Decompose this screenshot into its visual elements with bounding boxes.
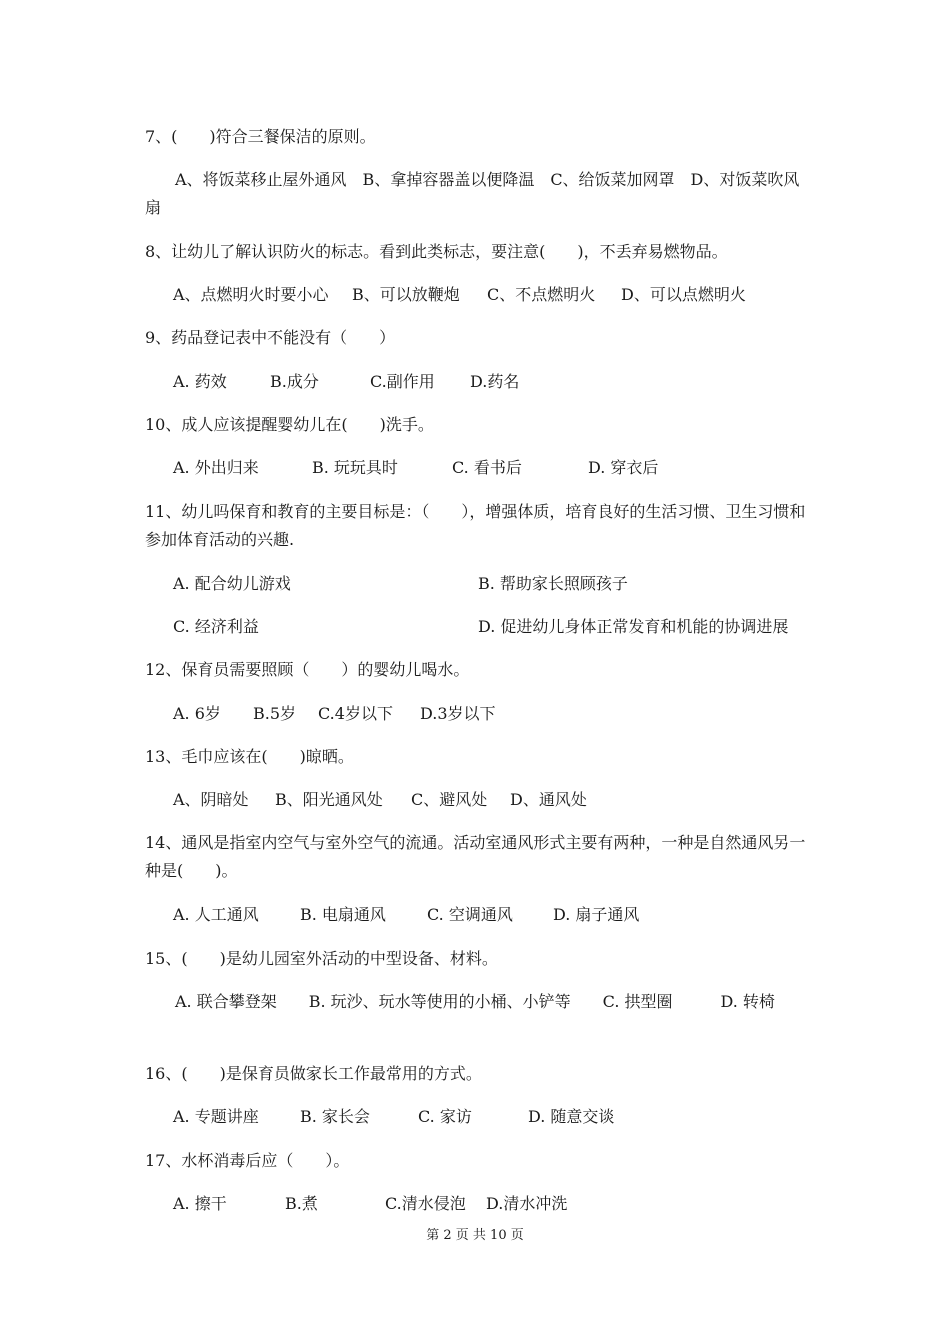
question-14-option-c: C. 空调通风 bbox=[427, 905, 513, 924]
question-9-stem: 9、药品登记表中不能没有（ ） bbox=[145, 328, 396, 347]
question-17-option-d: D.清水冲洗 bbox=[486, 1194, 568, 1213]
question-9-option-d: D.药名 bbox=[470, 372, 520, 391]
question-10-option-c: C. 看书后 bbox=[452, 458, 522, 477]
question-12-option-b: B.5岁 bbox=[253, 704, 297, 723]
question-12-option-a: A. 6岁 bbox=[173, 704, 221, 723]
question-9-option-a: A. 药效 bbox=[173, 372, 227, 391]
question-8-option-a: A、点燃明火时要小心 bbox=[173, 285, 329, 304]
question-13-option-c: C、避风处 bbox=[411, 790, 488, 809]
question-17-option-c: C.清水侵泡 bbox=[385, 1194, 466, 1213]
question-14-stem: 14、通风是指室内空气与室外空气的流通。活动室通风形式主要有两种，一种是自然通风另一种是( )。 bbox=[145, 833, 806, 880]
question-9-option-c: C.副作用 bbox=[370, 372, 435, 391]
question-13-option-b: B、阳光通风处 bbox=[275, 790, 383, 809]
question-10-option-a: A. 外出归来 bbox=[173, 458, 259, 477]
question-11-option-a: A. 配合幼儿游戏 bbox=[173, 574, 291, 593]
question-11-option-d: D. 促进幼儿身体正常发育和机能的协调进展 bbox=[478, 617, 789, 636]
question-12-option-c: C.4岁以下 bbox=[318, 704, 393, 723]
question-17-option-b: B.煮 bbox=[285, 1194, 318, 1213]
question-10-option-b: B. 玩玩具时 bbox=[312, 458, 398, 477]
question-12-option-d: D.3岁以下 bbox=[420, 704, 496, 723]
question-13-stem: 13、毛巾应该在( )晾晒。 bbox=[145, 747, 354, 766]
question-10-stem: 10、成人应该提醒婴幼儿在( )洗手。 bbox=[145, 415, 434, 434]
question-16-option-a: A. 专题讲座 bbox=[173, 1107, 259, 1126]
question-10-option-d: D. 穿衣后 bbox=[588, 458, 659, 477]
question-11-option-c: C. 经济利益 bbox=[173, 617, 259, 636]
question-15-options: A. 联合攀登架 B. 玩沙、玩水等使用的小桶、小铲等 C. 拱型圈 D. 转椅 bbox=[175, 992, 775, 1011]
question-16-option-b: B. 家长会 bbox=[300, 1107, 370, 1126]
question-7-stem: 7、( )符合三餐保洁的原则。 bbox=[145, 127, 376, 146]
question-13-option-a: A、阴暗处 bbox=[173, 790, 249, 809]
question-14-option-a: A. 人工通风 bbox=[173, 905, 259, 924]
page-number-footer: 第 2 页 共 10 页 bbox=[426, 1228, 524, 1243]
question-17-option-a: A. 擦干 bbox=[173, 1194, 227, 1213]
question-11-option-b: B. 帮助家长照顾孩子 bbox=[478, 574, 628, 593]
question-16-stem: 16、( )是保育员做家长工作最常用的方式。 bbox=[145, 1064, 482, 1083]
question-8-option-c: C、不点燃明火 bbox=[487, 285, 596, 304]
question-11-stem: 11、幼儿吗保育和教育的主要目标是：（ ），增强体质，培育良好的生活习惯、卫生习惯和参加体育活动的兴趣. bbox=[145, 502, 806, 549]
question-8-option-d: D、可以点燃明火 bbox=[621, 285, 746, 304]
question-12-stem: 12、保育员需要照顾（ ）的婴幼儿喝水。 bbox=[145, 660, 470, 679]
question-16-option-d: D. 随意交谈 bbox=[528, 1107, 615, 1126]
question-8-stem: 8、让幼儿了解认识防火的标志。看到此类标志，要注意( )，不丢弃易燃物品。 bbox=[145, 242, 728, 261]
question-14-option-d: D. 扇子通风 bbox=[553, 905, 640, 924]
question-13-option-d: D、通风处 bbox=[510, 790, 587, 809]
question-15-stem: 15、( )是幼儿园室外活动的中型设备、材料。 bbox=[145, 949, 498, 968]
question-9-option-b: B.成分 bbox=[270, 372, 319, 391]
question-7-options: A、将饭菜移止屋外通风 B、拿掉容器盖以便降温 C、给饭菜加网罩 D、对饭菜吹风扇 bbox=[145, 170, 800, 217]
question-17-stem: 17、水杯消毒后应（ ）。 bbox=[145, 1151, 350, 1170]
question-14-option-b: B. 电扇通风 bbox=[300, 905, 386, 924]
question-16-option-c: C. 家访 bbox=[418, 1107, 472, 1126]
question-8-option-b: B、可以放鞭炮 bbox=[352, 285, 460, 304]
